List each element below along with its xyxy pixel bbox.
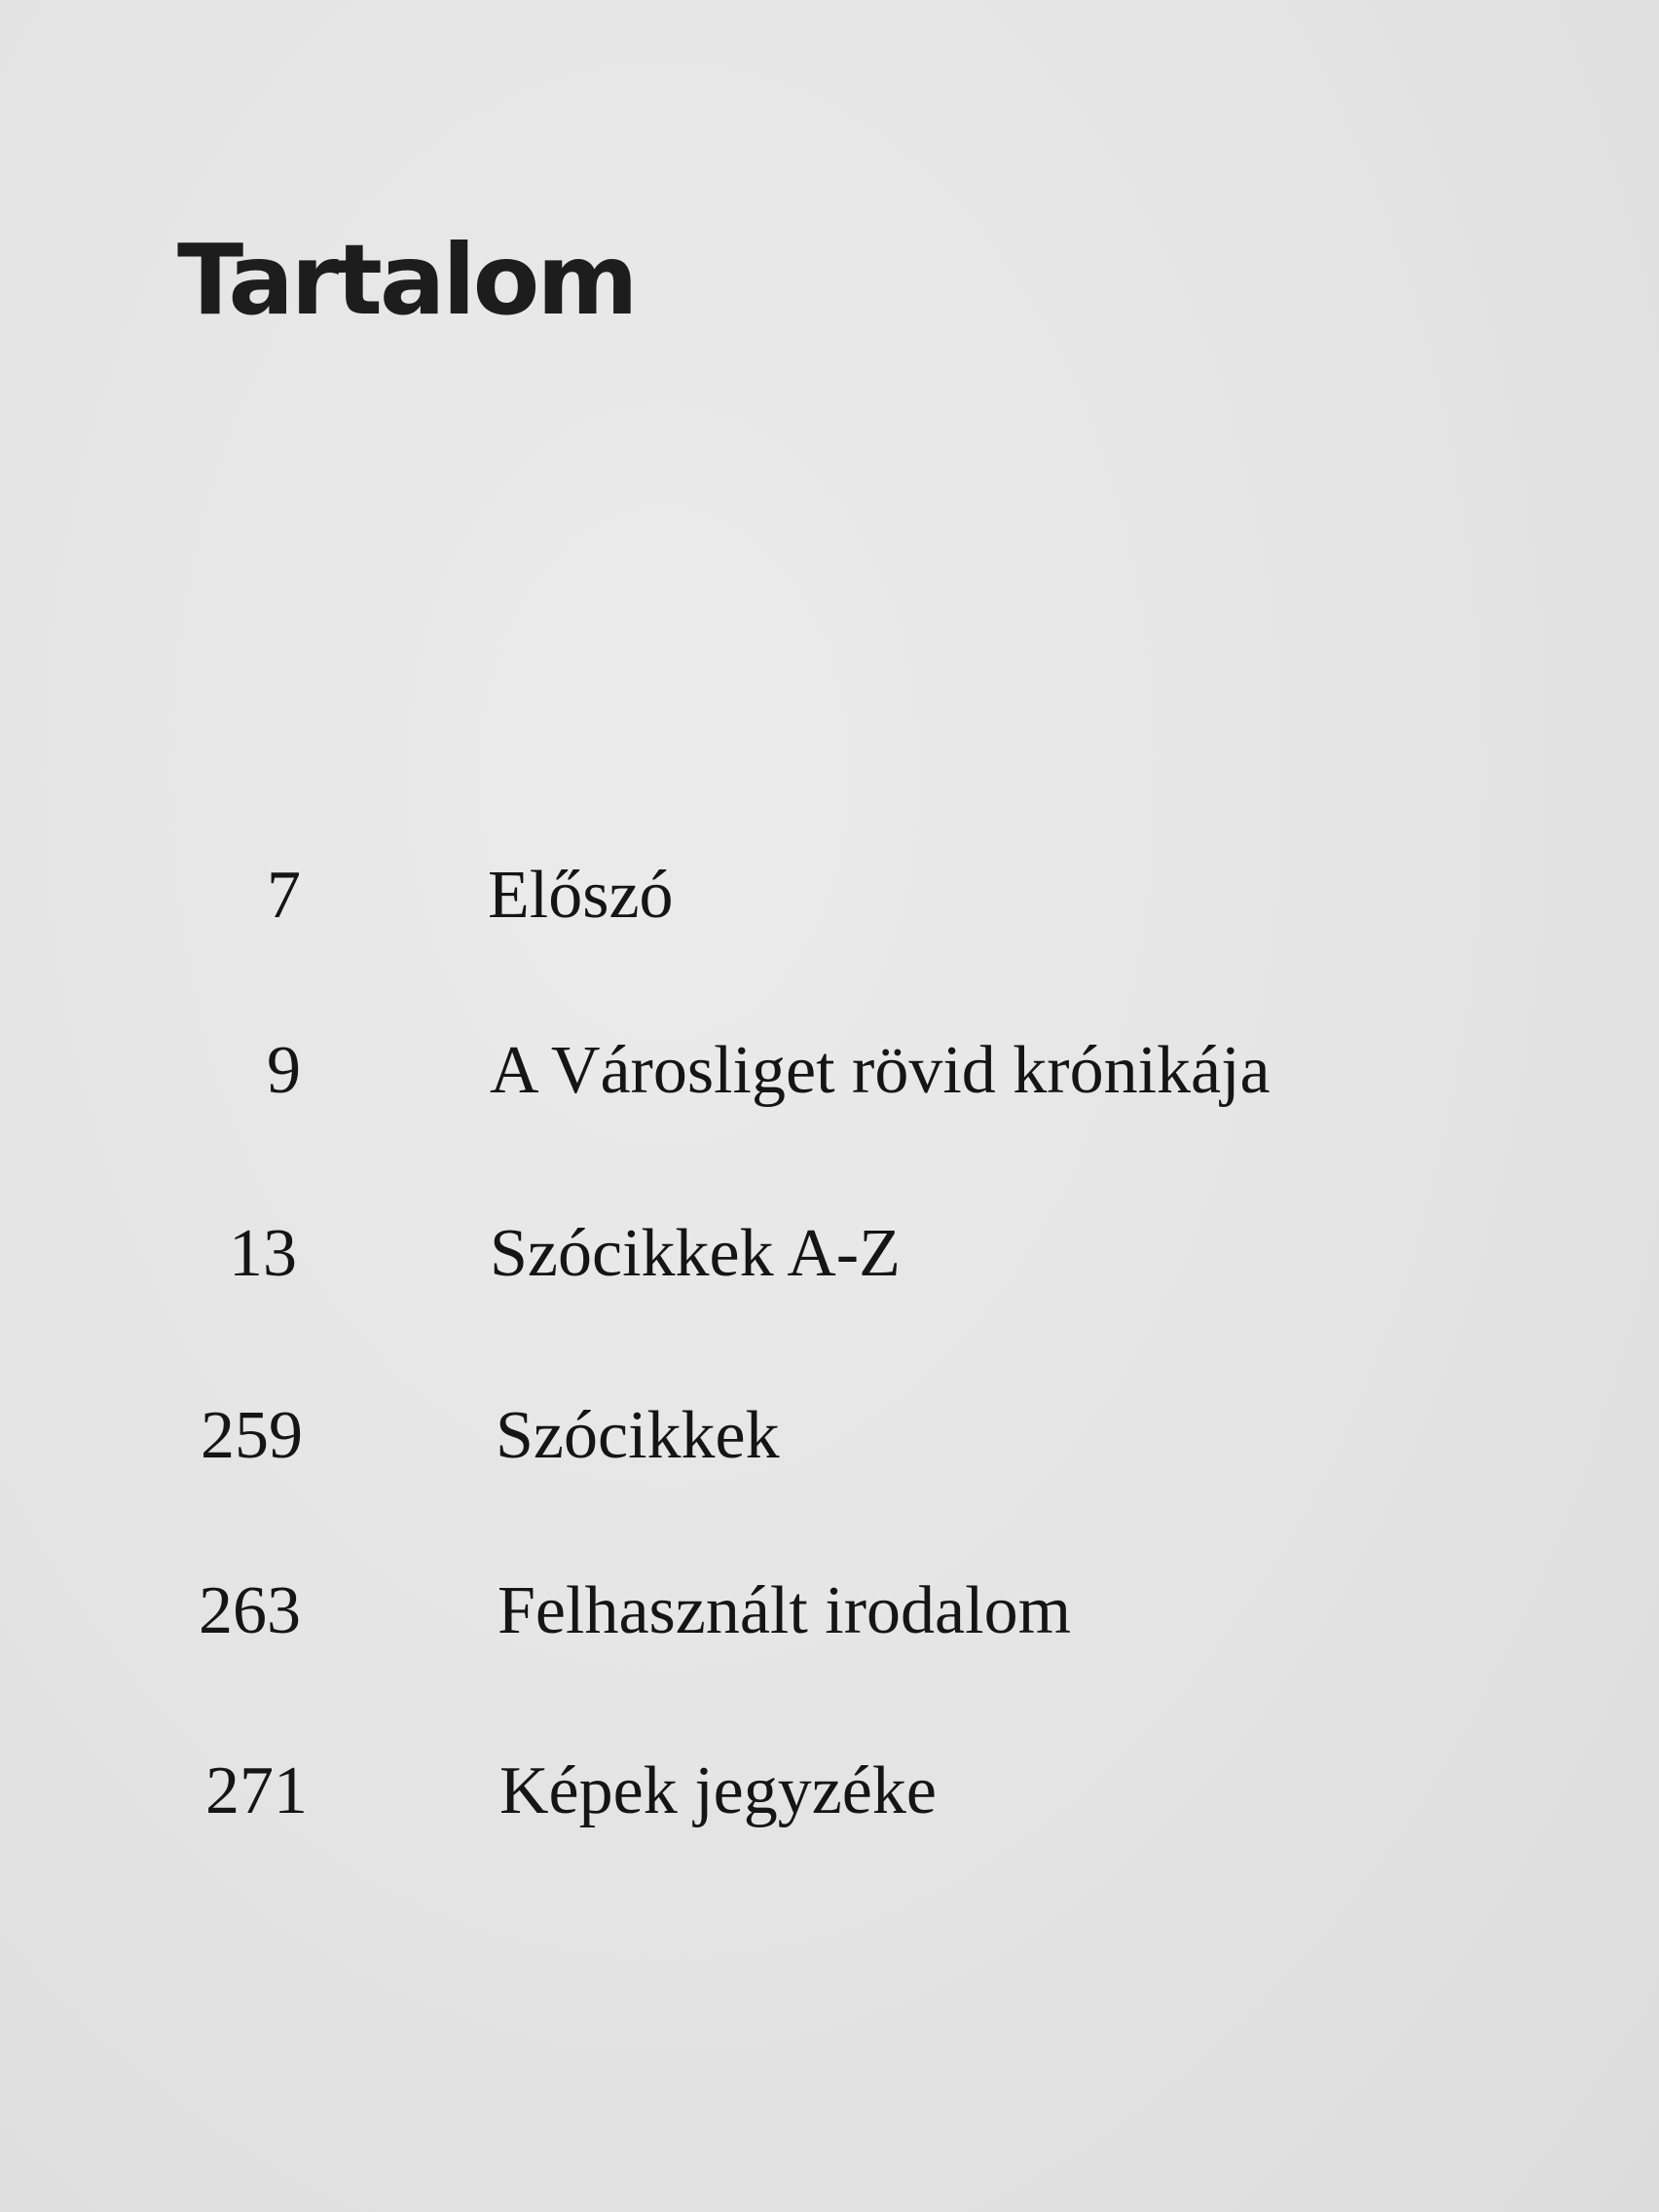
toc-page-number: 259 bbox=[201, 1398, 303, 1473]
page-title: Tartalom bbox=[177, 223, 636, 337]
toc-entry-title: Szócikkek bbox=[496, 1398, 780, 1473]
toc-entry-title: Felhasznált irodalom bbox=[498, 1573, 1072, 1648]
toc-entry-title: A Városliget rövid krónikája bbox=[490, 1033, 1271, 1108]
toc-page-number: 263 bbox=[199, 1573, 301, 1648]
toc-entry bbox=[0, 1210, 1659, 1298]
toc-entry bbox=[0, 1392, 1659, 1480]
toc-entry bbox=[0, 1567, 1659, 1655]
toc-entry bbox=[0, 852, 1659, 940]
toc-entry-title: Képek jegyzéke bbox=[499, 1753, 937, 1828]
toc-page-number: 271 bbox=[205, 1753, 308, 1828]
toc-page-number: 13 bbox=[229, 1216, 297, 1291]
toc-entry-title: Szócikkek A-Z bbox=[490, 1216, 901, 1291]
toc-page-number: 9 bbox=[267, 1033, 301, 1108]
toc-page-number: 7 bbox=[267, 858, 301, 933]
toc-entry bbox=[0, 1027, 1659, 1115]
toc-entry-title: Előszó bbox=[488, 858, 674, 933]
toc-entry bbox=[0, 1748, 1659, 1835]
